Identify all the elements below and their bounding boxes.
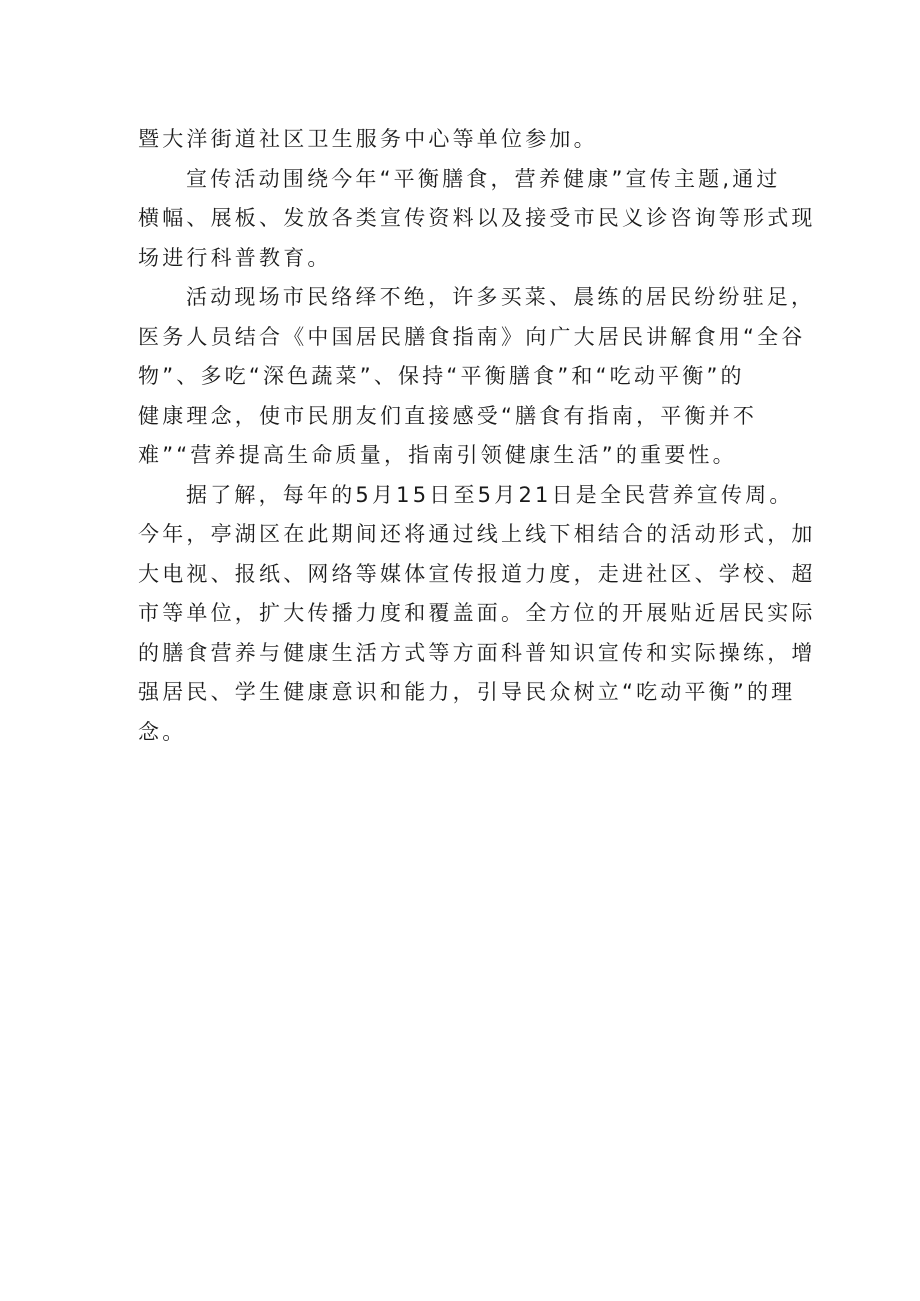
paragraph-line: 据了解，每年的5月15日至5月21日是全民营养宣传周。 [186, 482, 794, 507]
paragraph-line: 大电视、报纸、网络等媒体宣传报道力度，走进社区、学校、超 [138, 561, 816, 586]
paragraph-line: 暨大洋街道社区卫生服务中心等单位参加。 [138, 127, 598, 151]
paragraph-line: 物”、多吃“深色蔬菜”、保持“平衡膳食”和“吃动平衡”的 [138, 364, 745, 388]
document-body [138, 120, 816, 752]
paragraph-line: 难”“营养提高生命质量，指南引领健康生活”的重要性。 [138, 443, 737, 467]
paragraph-line: 横幅、展板、发放各类宣传资料以及接受市民义诊咨询等形式现 [138, 206, 816, 230]
paragraph-line: 活动现场市民络绎不绝，许多买菜、晨练的居民纷纷驻足， [186, 285, 816, 309]
paragraph-4 [138, 476, 816, 753]
paragraph-line: 强居民、学生健康意识和能力，引导民众树立“吃动平衡”的理 [138, 680, 796, 704]
paragraph-line: 宣传活动围绕今年“平衡膳食，营养健康”宣传主题,通过 [186, 166, 781, 191]
paragraph-line: 念。 [138, 719, 187, 744]
paragraph-line: 市等单位，扩大传播力度和覆盖面。全方位的开展贴近居民实际 [138, 601, 816, 625]
paragraph-1 [138, 120, 798, 160]
paragraph-2 [138, 160, 816, 279]
paragraph-line: 的膳食营养与健康生活方式等方面科普知识宣传和实际操练，增 [138, 640, 816, 665]
paragraph-line: 今年，亭湖区在此期间还将通过线上线下相结合的活动形式，加 [138, 522, 816, 546]
paragraph-3 [138, 278, 816, 476]
paragraph-line: 医务人员结合《中国居民膳食指南》向广大居民讲解食用“全谷 [138, 324, 806, 349]
paragraph-line: 场进行科普教育。 [138, 245, 332, 270]
paragraph-line: 健康理念，使市民朋友们直接感受“膳食有指南，平衡并不 [138, 403, 758, 428]
